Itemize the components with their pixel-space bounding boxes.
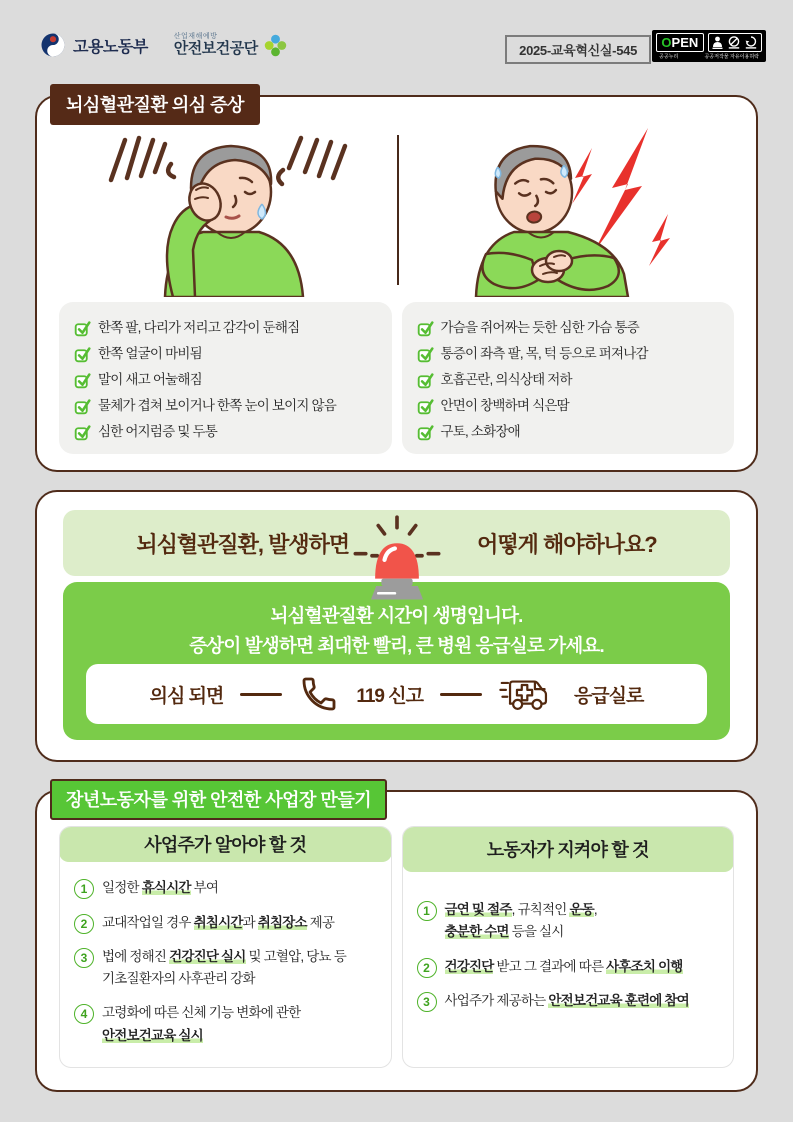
- kosha-name: 안전보건공단: [173, 39, 258, 57]
- symptom-text: 구토, 소화장애: [440, 424, 520, 439]
- siren-icon: [347, 512, 447, 612]
- moel-name: 고용노동부: [73, 38, 148, 56]
- item-text: 고령화에 따른 신체 기능 변화에 관한 안전보건교육 실시: [102, 1005, 301, 1043]
- document-number: 2025-교육혁신실-545: [505, 35, 651, 64]
- open-pen: PEN: [671, 35, 699, 50]
- numbered-item: [74, 1002, 377, 1047]
- item-number: 1: [417, 901, 437, 921]
- symptom-lists: [59, 302, 734, 454]
- numbered-item: [417, 990, 720, 1012]
- non-commercial-icon: [728, 36, 740, 49]
- numbered-item: [417, 956, 720, 978]
- heart-illustration: [397, 119, 737, 297]
- symptom-text: 물체가 겹쳐 보이거나 한쪽 눈이 보이지 않음: [98, 398, 337, 413]
- numbered-item: [74, 912, 377, 934]
- item-number: 3: [74, 948, 94, 968]
- item-text: 법에 정해진 건강진단 실시 및 고혈압, 당뇨 등 기초질환자의 사후관리 강화: [102, 948, 346, 987]
- numbered-item: [417, 899, 720, 944]
- ambulance-icon: [499, 672, 557, 716]
- worker-item-list: [403, 871, 734, 1032]
- item-text: 교대작업일 경우 취침시간과 취침장소 제공: [102, 914, 335, 930]
- check-icon: [417, 346, 434, 363]
- heart-symptom-list: [417, 315, 720, 445]
- item-number: 1: [74, 879, 94, 899]
- heart-symptom-box: [402, 302, 735, 454]
- step-call119-label: 119 신고: [356, 685, 423, 707]
- item-number: 4: [74, 1004, 94, 1024]
- symptom-item: [74, 419, 377, 445]
- employer-item-list: [60, 861, 391, 1067]
- action-title-left: 뇌심혈관질환, 발생하면: [136, 531, 350, 557]
- kosha-logo: [174, 33, 287, 57]
- action-title-right: 어떻게 해야하나요?: [477, 531, 657, 557]
- worker-column: [402, 826, 735, 1068]
- section-symptoms-title: 뇌심혈관질환 의심 증상: [50, 84, 260, 125]
- illustration-divider: [397, 135, 399, 285]
- check-icon: [417, 398, 434, 415]
- symptom-item: [74, 367, 377, 393]
- kogl-open-badge: [652, 30, 766, 62]
- worker-column-title: 노동자가 지켜야 할 것: [402, 826, 735, 872]
- symptom-text: 가슴을 쥐어짜는 듯한 심한 가슴 통증: [440, 320, 639, 335]
- kosha-clover-icon: [264, 34, 287, 57]
- symptom-text: 말이 새고 어눌해짐: [98, 372, 202, 387]
- check-icon: [74, 398, 91, 415]
- check-icon: [74, 424, 91, 441]
- check-icon: [74, 346, 91, 363]
- item-text: 건강진단 받고 그 결과에 따른 사후조치 이행: [444, 958, 683, 974]
- kogl-caption-right: 공공저작물 자유이용허락: [704, 54, 759, 60]
- step-suspect-label: 의심 되면: [149, 685, 224, 707]
- numbered-item: [74, 877, 377, 899]
- symptom-text: 한쪽 팔, 다리가 저리고 감각이 둔해짐: [98, 320, 300, 335]
- workplace-columns: [59, 826, 734, 1068]
- symptom-text: 호흡곤란, 의식상태 저하: [440, 372, 572, 387]
- symptom-item: [74, 341, 377, 367]
- section-workplace-title: 장년노동자를 위한 안전한 사업장 만들기: [50, 779, 387, 820]
- item-text: 사업주가 제공하는 안전보건교육 훈련에 참여: [444, 992, 689, 1008]
- step-connector: [440, 693, 482, 696]
- kogl-caption-left: 공공누리: [659, 54, 679, 60]
- attribution-person-icon: [712, 36, 723, 49]
- symptom-text: 한쪽 얼굴이 마비됨: [98, 346, 202, 361]
- symptom-item: [417, 393, 720, 419]
- employer-column: [59, 826, 392, 1068]
- symptom-text: 심한 어지럼증 및 두통: [98, 424, 218, 439]
- employer-column-title: 사업주가 알아야 할 것: [59, 826, 392, 862]
- kogl-open-row: [656, 33, 762, 52]
- kosha-text: [174, 33, 258, 57]
- stroke-illustration: [57, 119, 397, 297]
- step-er-label: 응급실로: [573, 685, 644, 707]
- action-steps: [86, 664, 707, 724]
- section-symptoms: [35, 95, 758, 472]
- check-icon: [417, 424, 434, 441]
- check-icon: [74, 320, 91, 337]
- check-icon: [74, 372, 91, 389]
- check-icon: [417, 372, 434, 389]
- open-label: [656, 33, 704, 52]
- symptom-text: 통증이 좌측 팔, 목, 턱 등으로 퍼져나감: [440, 346, 648, 361]
- symptom-item: [74, 393, 377, 419]
- step-connector: [240, 693, 282, 696]
- symptom-item: [417, 419, 720, 445]
- kogl-captions: [656, 53, 762, 60]
- symptom-text: 안면이 창백하며 식은땀: [440, 398, 569, 413]
- item-number: 2: [74, 914, 94, 934]
- moel-taegeuk-icon: [40, 32, 66, 58]
- section-workplace: [35, 790, 758, 1092]
- check-icon: [417, 320, 434, 337]
- man-clutching-chest-pain-illustration: [416, 122, 716, 297]
- item-text: 일정한 휴식시간 부여: [102, 880, 219, 896]
- kosha-tagline: 산업재해예방: [173, 32, 218, 40]
- stroke-symptom-list: [74, 315, 377, 445]
- kogl-condition-icons: [708, 33, 762, 52]
- share-alike-icon: [745, 36, 757, 49]
- item-number: 2: [417, 958, 437, 978]
- symptom-item: [74, 315, 377, 341]
- header-logos: [40, 32, 287, 58]
- item-number: 3: [417, 992, 437, 1012]
- action-message-line1: 뇌심혈관질환 시간이 생명입니다.: [270, 605, 523, 626]
- action-message-line2: 증상이 발생하면 최대한 빨리, 큰 병원 응급실로 가세요.: [189, 635, 604, 656]
- man-holding-head-dizzy-illustration: [77, 122, 377, 297]
- moel-logo: [40, 32, 148, 58]
- symptom-item: [417, 341, 720, 367]
- item-text: 금연 및 절주, 규칙적인 운동, 충분한 수면 등을 실시: [444, 902, 597, 940]
- stroke-symptom-box: [59, 302, 392, 454]
- section-action: [35, 490, 758, 762]
- phone-icon: [299, 674, 339, 714]
- numbered-item: [74, 946, 377, 991]
- symptom-item: [417, 367, 720, 393]
- open-o: O: [661, 35, 672, 50]
- symptom-item: [417, 315, 720, 341]
